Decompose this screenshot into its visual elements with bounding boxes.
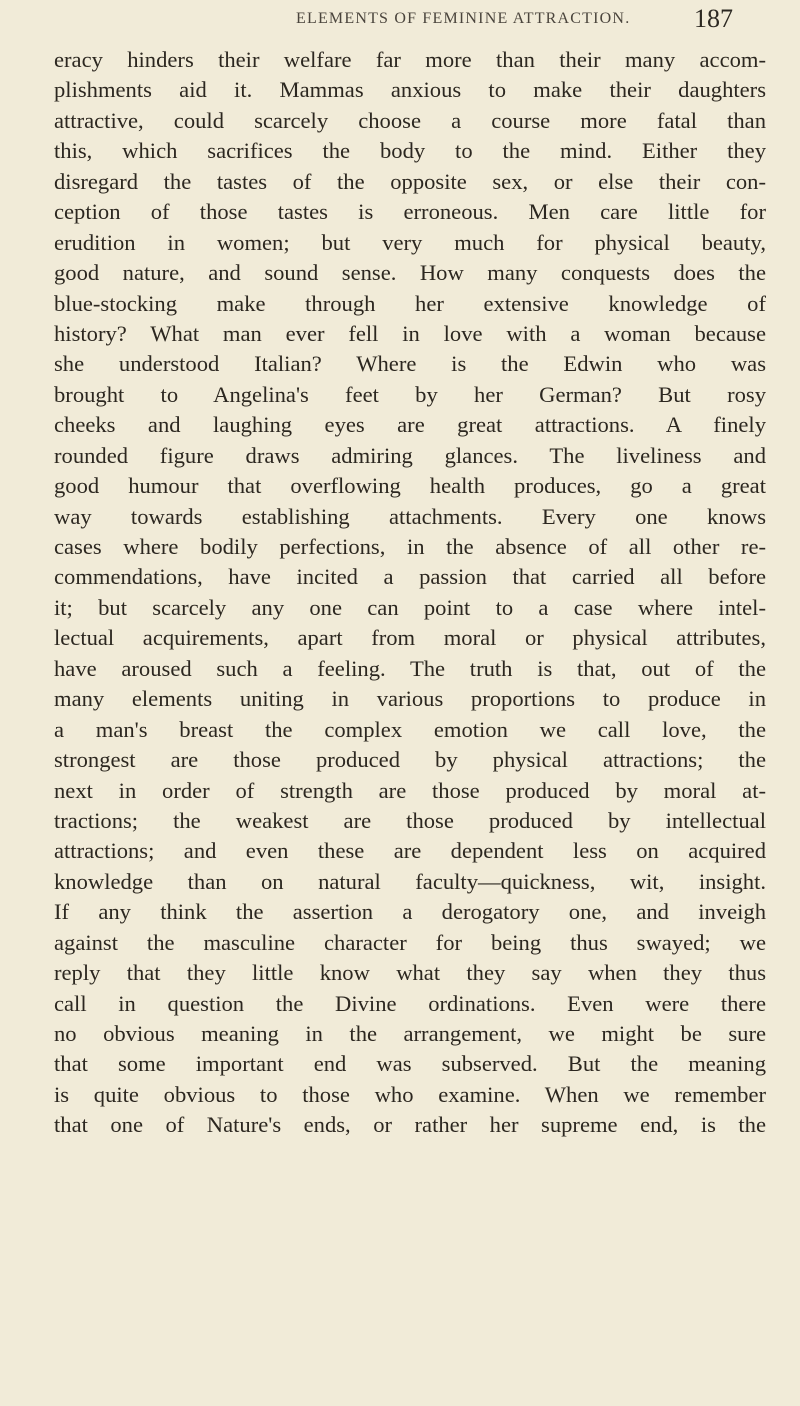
text-line: ception of those tastes is erroneous. Men care little for — [54, 199, 766, 225]
text-line: she understood Italian? Where is the Edwin who was — [54, 351, 766, 377]
text-line: good humour that overflowing health produces, go a great — [54, 473, 766, 499]
text-line: good nature, and sound sense. How many conquests does the — [54, 260, 766, 286]
text-line: rounded figure draws admiring glances. The liveliness and — [54, 442, 766, 468]
text-line: erudition in women; but very much for physical beauty, — [54, 229, 766, 255]
text-line: this, which sacrifices the body to the mind. Either they — [54, 138, 766, 164]
text-line: many elements uniting in various proportions to produce in — [54, 686, 766, 712]
text-line: call in question the Divine ordinations. Even were there — [54, 990, 766, 1016]
text-line: lectual acquirements, apart from moral or physical attributes, — [54, 625, 766, 651]
body-text — [54, 45, 766, 1141]
text-line: If any think the assertion a derogatory one, and inveigh — [54, 899, 766, 925]
page-header — [0, 4, 800, 44]
text-line: attractive, could scarcely choose a course more fatal than — [54, 107, 766, 133]
text-line: history? What man ever fell in love with a woman because — [54, 320, 766, 346]
text-line: that one of Nature's ends, or rather her supreme end, is the — [54, 1112, 766, 1138]
page-number: 187 — [694, 4, 733, 33]
text-line: that some important end was subserved. But the meaning — [54, 1051, 766, 1077]
text-line: knowledge than on natural faculty—quickness, wit, insight. — [54, 868, 766, 894]
text-line: blue-stocking make through her extensive knowledge of — [54, 290, 766, 316]
text-line: tractions; the weakest are those produced by intellectual — [54, 807, 766, 833]
text-line: it; but scarcely any one can point to a case where intel- — [54, 594, 766, 620]
text-line: disregard the tastes of the opposite sex, or else their con- — [54, 168, 766, 194]
text-line: cheeks and laughing eyes are great attractions. A finely — [54, 412, 766, 438]
text-line: against the masculine character for being thus swayed; we — [54, 929, 766, 955]
text-line: eracy hinders their welfare far more than their many accom- — [54, 47, 766, 72]
text-line: is quite obvious to those who examine. When we remember — [54, 1081, 766, 1107]
text-line: commendations, have incited a passion that carried all before — [54, 564, 766, 590]
text-line: no obvious meaning in the arrangement, we might be sure — [54, 1021, 766, 1046]
text-line: way towards establishing attachments. Every one knows — [54, 503, 766, 529]
text-line: attractions; and even these are dependent less on acquired — [54, 838, 766, 864]
text-line: next in order of strength are those produced by moral at- — [54, 777, 766, 803]
text-line: cases where bodily perfections, in the absence of all other re- — [54, 534, 766, 559]
text-line: a man's breast the complex emotion we call love, the — [54, 716, 766, 742]
text-line: have aroused such a feeling. The truth is that, out of the — [54, 655, 766, 681]
text-line: plishments aid it. Mammas anxious to make their daughters — [54, 77, 766, 103]
text-line: reply that they little know what they say when they thus — [54, 960, 766, 986]
text-line: strongest are those produced by physical attractions; the — [54, 747, 766, 773]
running-head: ELEMENTS OF FEMININE ATTRACTION. — [296, 10, 631, 27]
text-line: brought to Angelina's feet by her German? But rosy — [54, 381, 766, 407]
